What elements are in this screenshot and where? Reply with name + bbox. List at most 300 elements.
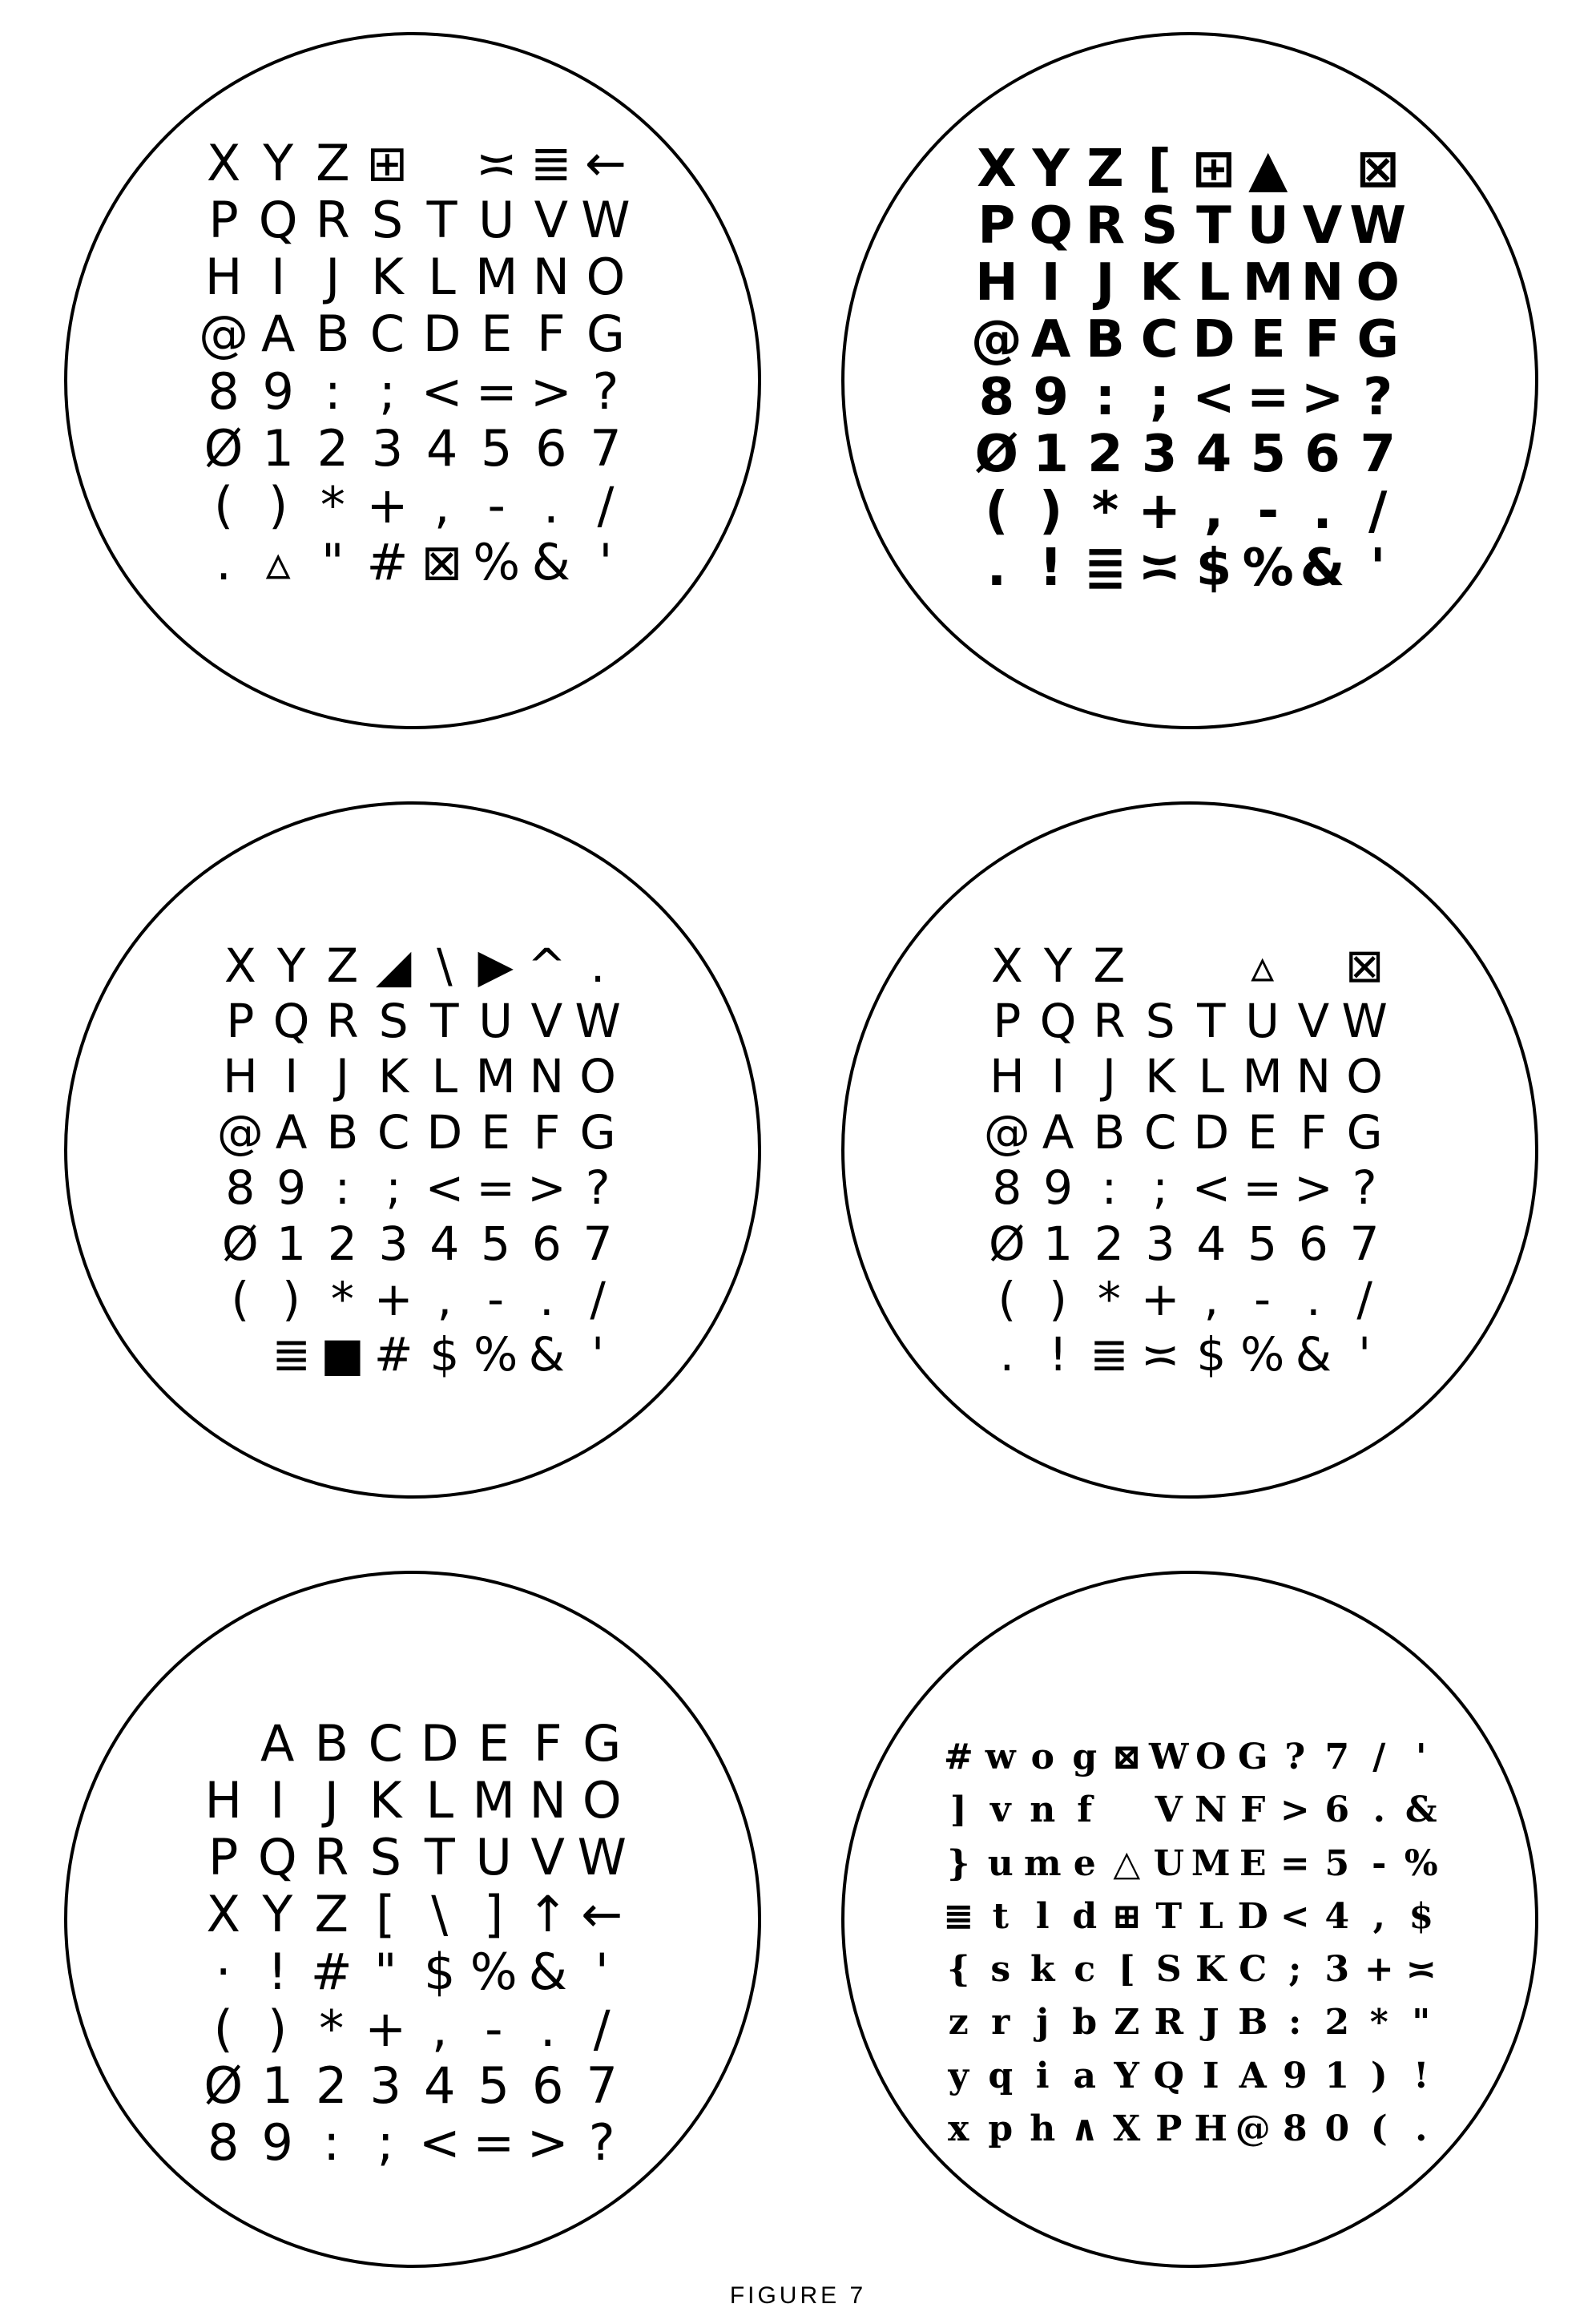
- character-grid-5: [196, 1715, 629, 2172]
- glyph-cell: 6: [1298, 1216, 1328, 1271]
- glyph-cell: 6: [535, 418, 567, 478]
- glyph-cell: G: [582, 1713, 622, 1773]
- glyph-cell: e: [1073, 1842, 1096, 1884]
- glyph-cell: U: [1245, 994, 1280, 1049]
- glyph-cell: .: [539, 1271, 554, 1326]
- glyph-cell: /: [597, 476, 615, 535]
- glyph-cell: △: [1113, 1842, 1141, 1884]
- glyph-cell: Q: [1153, 2055, 1184, 2096]
- glyph-cell: A: [260, 1713, 295, 1773]
- glyph-cell: 4: [1196, 1216, 1227, 1271]
- glyph-cell: +: [365, 1999, 407, 2058]
- glyph-cell: U: [478, 994, 513, 1049]
- glyph-cell: S: [1141, 196, 1179, 256]
- glyph-cell: T: [1196, 196, 1231, 256]
- glyph-cell: b: [1072, 2002, 1098, 2044]
- glyph-cell: &: [528, 1327, 565, 1382]
- glyph-cell: Ø: [204, 2056, 244, 2116]
- glyph-cell: *: [320, 476, 345, 535]
- glyph-cell: X: [224, 938, 256, 993]
- glyph-cell: [415, 135, 470, 192]
- glyph-cell: S: [371, 190, 404, 249]
- glyph-cell: 5: [1247, 1216, 1278, 1271]
- glyph-cell: B: [316, 305, 350, 364]
- glyph-cell: F: [1304, 310, 1340, 370]
- glyph-cell: -: [485, 1999, 503, 2058]
- glyph-cell: ⊞: [366, 133, 409, 192]
- glyph-cell: 1: [261, 2056, 293, 2116]
- glyph-cell: J: [335, 1049, 349, 1104]
- glyph-cell: ): [1039, 482, 1063, 542]
- glyph-cell: =: [1243, 1160, 1282, 1216]
- glyph-cell: V: [530, 994, 563, 1049]
- glyph-cell: 7: [590, 418, 622, 478]
- glyph-cell: ): [1370, 2055, 1388, 2096]
- glyph-cell: u: [987, 1842, 1014, 1884]
- glyph-cell: ⊠: [1356, 139, 1400, 199]
- glyph-cell: 8: [978, 367, 1015, 427]
- glyph-cell: :: [334, 1160, 351, 1216]
- glyph-cell: X: [991, 938, 1023, 993]
- glyph-cell: 7: [1324, 1737, 1350, 1778]
- glyph-cell: !: [1413, 2055, 1429, 2096]
- glyph-cell: F: [1300, 1104, 1328, 1160]
- glyph-cell: D: [420, 1713, 459, 1773]
- glyph-cell: ◢: [375, 938, 412, 993]
- glyph-cell: \: [431, 1885, 449, 1944]
- glyph-cell: Q: [257, 1828, 297, 1887]
- glyph-cell: !: [1039, 539, 1063, 599]
- glyph-cell: Y: [276, 938, 306, 993]
- glyph-cell: +: [1138, 482, 1181, 542]
- glyph-cell: %: [1240, 1327, 1285, 1382]
- glyph-cell: T: [1197, 994, 1226, 1049]
- glyph-cell: .: [1312, 482, 1332, 542]
- glyph-cell: H: [204, 1770, 243, 1830]
- glyph-cell: @: [970, 310, 1022, 370]
- glyph-cell: 4: [1324, 1895, 1350, 1937]
- glyph-cell: ≣: [1090, 1327, 1129, 1382]
- glyph-cell: ?: [588, 2113, 615, 2173]
- glyph-cell: .: [1372, 1789, 1385, 1831]
- glyph-cell: Ø: [222, 1216, 259, 1271]
- glyph-cell: $: [429, 1327, 460, 1382]
- glyph-cell: E: [481, 305, 513, 364]
- glyph-cell: +: [373, 1271, 413, 1326]
- glyph-cell: ▲: [1248, 139, 1288, 199]
- glyph-cell: 9: [261, 2113, 293, 2173]
- glyph-cell: =: [1246, 367, 1290, 427]
- glyph-cell: N: [1300, 253, 1344, 313]
- glyph-cell: A: [275, 1104, 308, 1160]
- glyph-cell: $: [424, 1942, 456, 2001]
- glyph-cell: 3: [1145, 1216, 1175, 1271]
- glyph-cell: 3: [378, 1216, 409, 1271]
- glyph-cell: &: [1300, 539, 1345, 599]
- glyph-cell: L: [1198, 1049, 1225, 1104]
- glyph-cell: &: [531, 533, 570, 592]
- glyph-cell: $: [1196, 1327, 1227, 1382]
- glyph-cell: 5: [1324, 1842, 1350, 1884]
- glyph-cell: .: [216, 533, 232, 592]
- glyph-cell: ,: [437, 1271, 453, 1326]
- glyph-cell: Q: [1029, 196, 1073, 256]
- glyph-cell: V: [534, 190, 569, 249]
- glyph-cell: ': [1416, 1737, 1427, 1778]
- glyph-cell: A: [1030, 310, 1071, 370]
- glyph-cell: ;: [1288, 1949, 1302, 1991]
- glyph-cell: W: [1149, 1737, 1189, 1778]
- glyph-cell: !: [267, 1942, 288, 2001]
- glyph-cell: Z: [1093, 938, 1126, 993]
- glyph-cell: T: [426, 190, 457, 249]
- glyph-cell: I: [284, 1049, 299, 1104]
- glyph-cell: %: [470, 1942, 518, 2001]
- glyph-cell: h: [1030, 2108, 1056, 2149]
- glyph-cell: 6: [1324, 1789, 1350, 1831]
- character-grid-1: [196, 135, 633, 591]
- glyph-cell: i: [1035, 2055, 1050, 2096]
- glyph-cell: <: [425, 1160, 465, 1216]
- glyph-cell: 7: [586, 2056, 618, 2116]
- glyph-cell: +: [1140, 1271, 1180, 1326]
- glyph-cell: ;: [1149, 367, 1170, 427]
- glyph-cell: >: [1280, 1789, 1310, 1831]
- glyph-cell: C: [1239, 1949, 1268, 1991]
- glyph-cell: =: [476, 1160, 515, 1216]
- glyph-cell: %: [473, 533, 521, 592]
- glyph-cell: ?: [1363, 367, 1393, 427]
- glyph-cell: X: [206, 1885, 240, 1944]
- glyph-cell: P: [993, 994, 1022, 1049]
- glyph-cell: L: [1198, 1895, 1223, 1937]
- glyph-cell: k: [1030, 1949, 1055, 1991]
- glyph-cell: #: [373, 1327, 413, 1382]
- glyph-cell: {: [947, 1949, 970, 1991]
- glyph-cell: X: [206, 133, 241, 192]
- glyph-cell: w: [985, 1737, 1016, 1778]
- figure-caption: FIGURE 7: [729, 2282, 867, 2309]
- glyph-cell: ,: [433, 476, 450, 535]
- glyph-cell: o: [1030, 1737, 1054, 1778]
- glyph-cell: ▵: [265, 533, 291, 592]
- glyph-cell: H: [204, 248, 243, 307]
- glyph-cell: K: [1195, 1949, 1227, 1991]
- glyph-cell: *: [1097, 1271, 1121, 1326]
- glyph-cell: L: [425, 1770, 454, 1830]
- glyph-cell: ≍: [1140, 1327, 1180, 1382]
- glyph-cell: ": [1412, 2002, 1431, 2044]
- glyph-cell: 1: [276, 1216, 307, 1271]
- glyph-cell: R: [314, 1828, 349, 1887]
- glyph-cell: G: [1237, 1737, 1268, 1778]
- glyph-cell: C: [369, 305, 405, 364]
- glyph-cell: N: [529, 1049, 565, 1104]
- glyph-cell: ⊠: [421, 533, 463, 592]
- glyph-cell: /: [1368, 482, 1388, 542]
- glyph-cell: Ø: [204, 418, 244, 478]
- glyph-cell: .: [999, 1327, 1015, 1382]
- glyph-cell: E: [481, 1104, 510, 1160]
- glyph-cell: K: [1139, 253, 1179, 313]
- glyph-cell: .: [986, 539, 1007, 599]
- glyph-cell: E: [1247, 1104, 1277, 1160]
- glyph-cell: ⊠: [1344, 938, 1384, 993]
- glyph-cell: ≣: [272, 1327, 311, 1382]
- glyph-cell: K: [378, 1049, 409, 1104]
- glyph-cell: Z: [314, 1885, 349, 1944]
- glyph-cell: 7: [582, 1216, 613, 1271]
- glyph-cell: v: [989, 1789, 1011, 1831]
- glyph-cell: K: [369, 1770, 402, 1830]
- glyph-cell: G: [579, 1104, 616, 1160]
- glyph-cell: 6: [531, 1216, 562, 1271]
- glyph-cell: Y: [1043, 938, 1073, 993]
- glyph-cell: G: [1346, 1104, 1383, 1160]
- glyph-cell: /: [1356, 1271, 1372, 1326]
- glyph-cell: n: [1030, 1789, 1056, 1831]
- glyph-cell: G: [1356, 310, 1399, 370]
- glyph-cell: ^: [527, 938, 566, 993]
- glyph-cell: z: [948, 2002, 969, 2044]
- glyph-cell: ": [321, 533, 345, 592]
- glyph-cell: C: [368, 1713, 403, 1773]
- glyph-cell: p: [988, 2108, 1014, 2149]
- glyph-cell: ⊠: [1111, 1737, 1142, 1778]
- glyph-cell: +: [366, 476, 409, 535]
- glyph-cell: .: [542, 476, 559, 535]
- glyph-cell: -: [1372, 1842, 1387, 1884]
- glyph-cell: ≍: [1406, 1949, 1437, 1991]
- glyph-cell: ?: [592, 361, 619, 421]
- glyph-cell: ': [591, 1327, 605, 1382]
- glyph-cell: W: [574, 994, 621, 1049]
- glyph-cell: t: [992, 1895, 1009, 1937]
- glyph-cell: B: [1093, 1104, 1126, 1160]
- glyph-cell: U: [478, 190, 515, 249]
- glyph-cell: J: [324, 1770, 339, 1830]
- glyph-cell: .: [1415, 2108, 1428, 2149]
- glyph-cell: ↑: [526, 1885, 569, 1944]
- glyph-cell: C: [377, 1104, 410, 1160]
- glyph-cell: I: [270, 1770, 285, 1830]
- glyph-cell: H: [1194, 2108, 1228, 2149]
- glyph-cell: ,: [1372, 1895, 1385, 1937]
- glyph-cell: W: [581, 190, 631, 249]
- glyph-cell: #: [310, 1942, 353, 2001]
- glyph-cell: l: [1035, 1895, 1050, 1937]
- glyph-cell: Z: [1086, 139, 1124, 199]
- glyph-cell: 2: [1094, 1216, 1124, 1271]
- glyph-cell: ⊞: [1111, 1895, 1142, 1937]
- glyph-cell: (: [985, 482, 1009, 542]
- glyph-cell: >: [530, 361, 572, 421]
- glyph-cell: %: [1404, 1842, 1438, 1884]
- glyph-cell: (: [213, 1999, 233, 2058]
- glyph-cell: ): [282, 1271, 300, 1326]
- glyph-cell: H: [989, 1049, 1025, 1104]
- glyph-cell: ≣: [943, 1895, 973, 1937]
- glyph-cell: M: [474, 248, 518, 307]
- glyph-cell: N: [529, 1770, 566, 1830]
- glyph-cell: Q: [272, 994, 310, 1049]
- glyph-cell: <: [418, 2113, 461, 2173]
- glyph-cell: 8: [208, 361, 240, 421]
- glyph-cell: @: [983, 1104, 1030, 1160]
- glyph-cell: F: [536, 305, 566, 364]
- glyph-cell: ): [268, 1999, 288, 2058]
- glyph-cell: ]: [949, 1789, 967, 1831]
- glyph-cell: >: [526, 2113, 569, 2173]
- glyph-cell: ≣: [1083, 539, 1127, 599]
- glyph-cell: M: [1242, 1049, 1283, 1104]
- glyph-cell: [: [376, 1885, 396, 1944]
- glyph-cell: N: [1195, 1789, 1227, 1831]
- glyph-cell: J: [1102, 1049, 1116, 1104]
- glyph-cell: [: [1147, 139, 1171, 199]
- glyph-cell: D: [422, 305, 461, 364]
- glyph-cell: %: [474, 1327, 518, 1382]
- glyph-cell: B: [1086, 310, 1125, 370]
- glyph-cell: <: [1192, 367, 1235, 427]
- glyph-cell: T: [430, 994, 459, 1049]
- glyph-cell: 4: [425, 418, 458, 478]
- glyph-cell: 3: [371, 418, 404, 478]
- glyph-cell: W: [1349, 196, 1406, 256]
- glyph-cell: (: [213, 476, 234, 535]
- glyph-cell: Q: [258, 190, 298, 249]
- glyph-cell: D: [1237, 1895, 1268, 1937]
- glyph-cell: S: [1145, 994, 1175, 1049]
- glyph-cell: D: [426, 1104, 463, 1160]
- glyph-cell: R: [1093, 994, 1126, 1049]
- glyph-cell: /: [593, 1999, 611, 2058]
- glyph-cell: 1: [1324, 2055, 1350, 2096]
- glyph-cell: 5: [480, 418, 513, 478]
- glyph-cell: #: [366, 533, 409, 592]
- glyph-cell: ': [598, 533, 613, 592]
- glyph-cell: [1296, 140, 1350, 197]
- glyph-cell: 8: [992, 1160, 1022, 1216]
- glyph-cell: 9: [1033, 367, 1069, 427]
- glyph-cell: O: [1346, 1049, 1383, 1104]
- glyph-cell: Ø: [989, 1216, 1026, 1271]
- glyph-cell: <: [1191, 1160, 1231, 1216]
- glyph-cell: =: [473, 2113, 515, 2173]
- glyph-cell: %: [1242, 539, 1294, 599]
- glyph-cell: 5: [481, 1216, 511, 1271]
- glyph-cell: P: [208, 1828, 239, 1887]
- glyph-cell: B: [314, 1713, 349, 1773]
- glyph-cell: ←: [584, 133, 627, 192]
- glyph-cell: P: [977, 196, 1016, 256]
- glyph-cell: S: [378, 994, 409, 1049]
- glyph-cell: M: [475, 1049, 516, 1104]
- glyph-cell: .: [1306, 1271, 1321, 1326]
- glyph-cell: 3: [1324, 1949, 1350, 1991]
- glyph-cell: [196, 1715, 251, 1772]
- glyph-cell: 4: [429, 1216, 460, 1271]
- glyph-cell: 6: [1304, 424, 1340, 484]
- glyph-cell: !: [1048, 1327, 1068, 1382]
- glyph-cell: 3: [1141, 424, 1178, 484]
- glyph-cell: ': [1369, 539, 1386, 599]
- glyph-cell: ←: [581, 1885, 623, 1944]
- glyph-cell: U: [1153, 1842, 1184, 1884]
- glyph-cell: 9: [1043, 1160, 1074, 1216]
- glyph-cell: J: [325, 248, 341, 307]
- glyph-cell: Y: [1114, 2055, 1139, 2096]
- glyph-cell: .: [590, 938, 606, 993]
- glyph-cell: 0: [1324, 2108, 1350, 2149]
- glyph-cell: +: [1364, 1949, 1394, 1991]
- glyph-cell: ?: [585, 1160, 611, 1216]
- glyph-cell: V: [530, 1828, 565, 1887]
- glyph-cell: 8: [1282, 2108, 1308, 2149]
- glyph-cell: ∧: [1070, 2108, 1099, 2149]
- glyph-cell: d: [1072, 1895, 1098, 1937]
- glyph-cell: ): [268, 476, 288, 535]
- glyph-cell: P: [1155, 2108, 1183, 2149]
- glyph-cell: ;: [378, 361, 396, 421]
- glyph-cell: S: [1155, 1949, 1182, 1991]
- glyph-cell: #: [943, 1737, 973, 1778]
- glyph-cell: 3: [369, 2056, 401, 2116]
- glyph-cell: H: [975, 253, 1018, 313]
- glyph-cell: 2: [1087, 424, 1123, 484]
- glyph-cell: ): [1049, 1271, 1067, 1326]
- glyph-cell: A: [1042, 1104, 1074, 1160]
- glyph-cell: Y: [1032, 139, 1070, 199]
- glyph-cell: \: [437, 938, 453, 993]
- glyph-cell: ,: [431, 1999, 448, 2058]
- character-grid-4: [981, 938, 1390, 1382]
- glyph-cell: M: [1242, 253, 1294, 313]
- glyph-cell: L: [428, 248, 456, 307]
- glyph-cell: $: [1409, 1895, 1434, 1937]
- glyph-cell: J: [1202, 2002, 1219, 2044]
- glyph-cell: }: [947, 1842, 970, 1884]
- glyph-cell: c: [1074, 1949, 1096, 1991]
- glyph-cell: N: [1296, 1049, 1332, 1104]
- glyph-cell: W: [577, 1828, 627, 1887]
- glyph-cell: &: [528, 1942, 567, 2001]
- glyph-cell: ": [373, 1942, 397, 2001]
- character-grid-6: [937, 1731, 1442, 2156]
- glyph-cell: K: [1145, 1049, 1176, 1104]
- glyph-cell: ≍: [1138, 539, 1181, 599]
- glyph-cell: W: [1341, 994, 1388, 1049]
- glyph-cell: R: [1085, 196, 1126, 256]
- glyph-cell: <: [421, 361, 463, 421]
- glyph-cell: *: [1369, 2002, 1388, 2044]
- glyph-cell: ,: [1203, 1271, 1219, 1326]
- glyph-cell: ;: [377, 2113, 394, 2173]
- glyph-cell: q: [988, 2055, 1014, 2096]
- glyph-cell: 8: [208, 2113, 240, 2173]
- glyph-cell: I: [1051, 1049, 1066, 1104]
- glyph-cell: x: [948, 2108, 969, 2149]
- glyph-cell: R: [1154, 2002, 1184, 2044]
- glyph-cell: O: [1195, 1737, 1227, 1778]
- glyph-cell: ': [594, 1942, 609, 2001]
- glyph-cell: Z: [326, 938, 359, 993]
- glyph-cell: ⊞: [1192, 139, 1235, 199]
- glyph-cell: 6: [532, 2056, 564, 2116]
- glyph-cell: 5: [1250, 424, 1286, 484]
- glyph-cell: E: [1250, 310, 1286, 370]
- glyph-cell: :: [323, 2113, 341, 2173]
